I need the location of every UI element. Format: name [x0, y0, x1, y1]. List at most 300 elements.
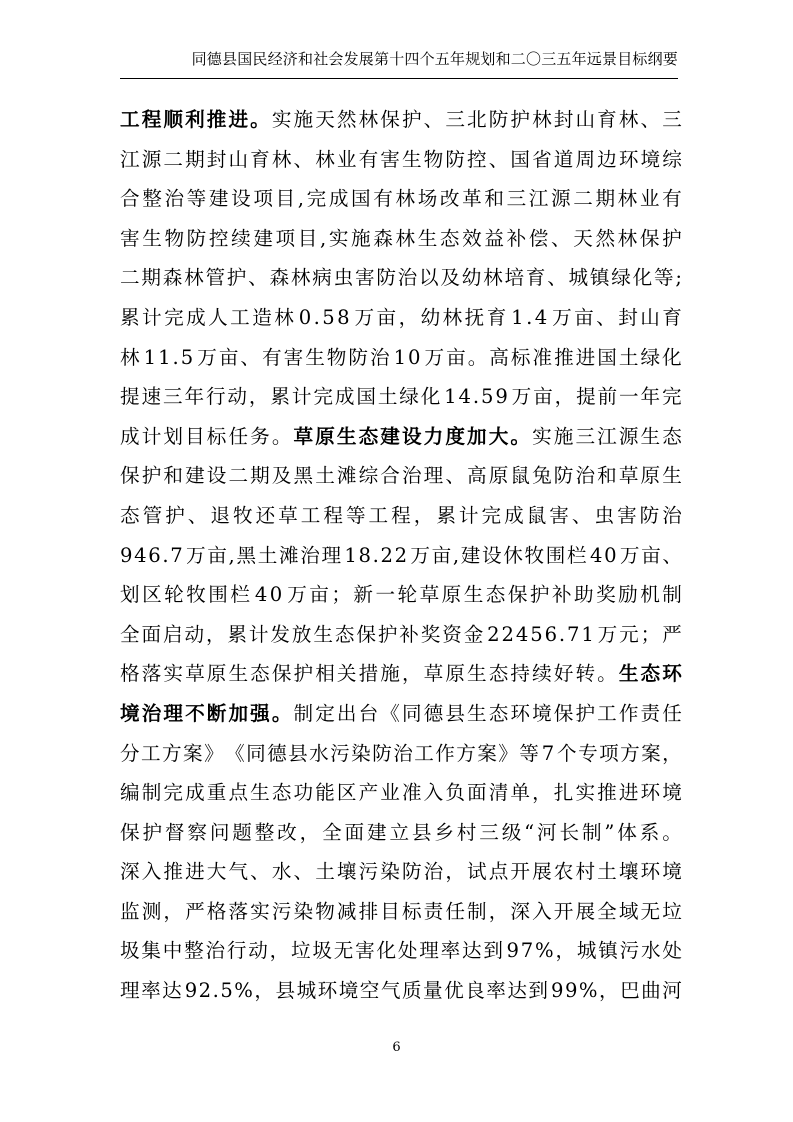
- text-char: 境: [532, 701, 552, 725]
- text-char: 度: [445, 424, 465, 448]
- text-char: 万: [511, 385, 532, 409]
- text-char: 制: [581, 820, 602, 844]
- text-char: 万: [197, 345, 217, 369]
- text-char: 治: [164, 187, 185, 211]
- text-char: 林: [617, 226, 638, 250]
- text-char: ；: [640, 622, 661, 646]
- text-char: 保: [271, 662, 292, 686]
- text-char: 无: [333, 939, 354, 963]
- text-char: 、: [293, 860, 314, 884]
- text-char: 封: [618, 305, 638, 329]
- text-char: ，: [662, 741, 682, 765]
- text-char: 累: [270, 385, 290, 409]
- text-char: 林: [315, 147, 335, 171]
- text-char: 7: [567, 622, 580, 646]
- text-char: 造: [252, 305, 272, 329]
- text-char: 境: [640, 147, 661, 171]
- text-char: 利: [185, 108, 205, 131]
- text-char: 及: [271, 464, 292, 488]
- text-char: 年: [640, 385, 661, 409]
- text-char: 4: [589, 543, 603, 567]
- text-char: 系: [639, 820, 660, 844]
- text-char: 综: [358, 464, 379, 488]
- text-char: 气: [228, 860, 249, 884]
- text-char: 集: [141, 939, 161, 963]
- text-char: ，: [163, 899, 183, 923]
- text-char: 域: [618, 899, 639, 923]
- text-char: 业: [380, 781, 400, 805]
- text-char: 建: [366, 820, 387, 844]
- text-char: 体: [617, 820, 637, 844]
- text-char: 中: [162, 939, 183, 963]
- text-char: 《: [380, 701, 400, 725]
- text-line: [120, 140, 682, 180]
- text-char: .: [472, 385, 480, 409]
- text-char: 护: [510, 108, 530, 131]
- text-char: 护: [142, 820, 163, 844]
- text-char: 环: [640, 781, 661, 805]
- text-char: 生: [250, 781, 270, 805]
- text-char: 入: [532, 899, 552, 923]
- text-char: 1: [444, 385, 457, 409]
- text-char: 治: [393, 741, 413, 765]
- text-char: 村: [456, 820, 477, 844]
- text-char: 元: [619, 622, 639, 646]
- text-char: 1: [393, 345, 407, 369]
- text-char: 万: [287, 583, 307, 607]
- text-char: 生: [618, 662, 639, 686]
- text-char: 期: [250, 464, 270, 488]
- text-char: 轮: [397, 583, 418, 607]
- text-char: 城: [576, 939, 597, 963]
- text-char: 严: [662, 622, 682, 646]
- text-char: 林: [184, 266, 204, 290]
- page-number-text: 6: [392, 1040, 401, 1055]
- text-char: 围: [208, 583, 228, 607]
- text-char: 展: [532, 860, 552, 884]
- text-char: 同: [401, 701, 422, 725]
- text-char: 治: [423, 860, 444, 884]
- text-char: 态: [488, 701, 509, 725]
- text-char: 县: [275, 979, 296, 1003]
- text-char: 续: [532, 662, 552, 686]
- text-char: 综: [662, 147, 682, 171]
- text-char: 天: [573, 226, 593, 250]
- text-char: 目: [297, 226, 318, 250]
- text-char: 生: [305, 345, 325, 369]
- text-char: 加: [228, 701, 249, 725]
- text-char: 等: [653, 266, 674, 290]
- text-char: 方: [456, 741, 476, 765]
- text-char: 环: [662, 662, 682, 686]
- text-char: 态: [334, 622, 355, 646]
- text-char: .: [558, 622, 566, 646]
- text-char: 垃: [291, 939, 311, 963]
- text-char: 单: [510, 781, 530, 805]
- text-char: 务: [250, 424, 270, 448]
- text-char: 4: [254, 583, 268, 607]
- text-char: 一: [619, 385, 639, 409]
- text-char: 区: [142, 583, 162, 607]
- text-char: 境: [662, 781, 682, 805]
- text-char: 牧: [232, 503, 253, 527]
- text-char: 专: [578, 741, 598, 765]
- text-char: 制: [293, 701, 314, 725]
- text-char: 5: [220, 979, 233, 1003]
- text-char: 、: [488, 147, 509, 171]
- text-char: 生: [467, 662, 487, 686]
- text-char: 态: [271, 781, 292, 805]
- text-char: 林: [358, 108, 379, 131]
- text-char: 点: [228, 781, 249, 805]
- text-char: 建: [460, 543, 481, 567]
- text-char: 测: [141, 899, 162, 923]
- text-char: 和: [597, 464, 617, 488]
- text-char: 案: [183, 741, 203, 765]
- text-char: 原: [315, 424, 335, 448]
- text-char: 分: [120, 741, 140, 765]
- text-char: 持: [510, 662, 530, 686]
- text-char: 开: [510, 860, 530, 884]
- text-char: 全: [322, 820, 342, 844]
- text-char: 级: [501, 820, 522, 844]
- text-char: 施: [351, 226, 371, 250]
- text-char: 7: [541, 741, 555, 765]
- text-char: 山: [640, 305, 660, 329]
- text-char: 推: [597, 781, 617, 805]
- text-char: 率: [141, 979, 161, 1003]
- text-char: 期: [141, 266, 161, 290]
- text-char: 重: [206, 781, 227, 805]
- text-char: 1: [344, 543, 357, 567]
- text-char: 等: [186, 187, 207, 211]
- text-char: 城: [568, 266, 589, 290]
- text-char: 动: [227, 385, 248, 409]
- text-char: 万: [619, 543, 640, 567]
- text-char: 亩: [446, 345, 466, 369]
- text-char: 防: [445, 147, 465, 171]
- body-text: [120, 100, 682, 1011]
- text-char: 产: [358, 781, 379, 805]
- text-char: 封: [206, 147, 227, 171]
- text-char: 问: [209, 820, 230, 844]
- text-char: 护: [575, 701, 596, 725]
- text-char: .: [162, 543, 169, 567]
- text-char: 物: [164, 226, 185, 250]
- text-char: 有: [662, 187, 682, 211]
- text-char: 水: [309, 741, 329, 765]
- text-char: 绿: [640, 345, 661, 369]
- text-char: 土: [597, 860, 617, 884]
- text-char: 治: [141, 701, 162, 725]
- text-char: 林: [442, 305, 463, 329]
- text-char: 草: [293, 424, 314, 448]
- text-char: 化: [376, 939, 397, 963]
- text-char: 工: [120, 108, 140, 131]
- text-char: 护: [529, 583, 550, 607]
- text-char: 达: [462, 939, 482, 963]
- text-char: ”: [604, 820, 615, 844]
- text-char: 幼: [461, 266, 482, 290]
- text-char: 源: [551, 187, 571, 211]
- text-char: 治: [369, 345, 390, 369]
- text-char: 目: [275, 187, 296, 211]
- text-char: 二: [228, 464, 249, 488]
- text-char: 进: [575, 345, 596, 369]
- text-char: 森: [373, 226, 393, 250]
- text-char: 生: [640, 424, 661, 448]
- text-char: 壤: [336, 860, 357, 884]
- text-char: 6: [544, 622, 558, 646]
- text-char: 理: [423, 464, 444, 488]
- text-char: 任: [445, 899, 465, 923]
- text-char: 偿: [528, 226, 549, 250]
- text-char: 2: [394, 543, 408, 567]
- text-line: [120, 100, 682, 140]
- text-char: 害: [549, 503, 569, 527]
- text-char: 任: [228, 424, 249, 448]
- text-char: 绿: [611, 266, 631, 290]
- text-char: 原: [441, 583, 462, 607]
- text-char: 三: [506, 187, 527, 211]
- text-char: 生: [228, 662, 249, 686]
- text-char: 以: [419, 266, 439, 290]
- text-char: 染: [351, 741, 371, 765]
- text-char: 滩: [278, 543, 299, 567]
- text-char: 推: [554, 345, 574, 369]
- text-char: 标: [206, 424, 227, 448]
- text-char: 污: [271, 899, 292, 923]
- text-char: 江: [528, 187, 549, 211]
- text-char: 保: [356, 622, 376, 646]
- text-char: 工: [597, 701, 617, 725]
- text-char: 大: [206, 860, 227, 884]
- text-char: 等: [519, 741, 539, 765]
- text-char: 加: [467, 424, 487, 448]
- text-char: 草: [423, 662, 444, 686]
- text-char: 物: [315, 899, 335, 923]
- text-char: 案: [641, 741, 661, 765]
- text-char: 境: [662, 860, 682, 884]
- text-char: 实: [163, 662, 183, 686]
- text-char: 封: [553, 108, 574, 131]
- text-char: 生: [463, 583, 484, 607]
- text-char: 保: [120, 820, 140, 844]
- text-char: 责: [640, 701, 661, 725]
- text-char: 负: [445, 781, 465, 805]
- text-char: 项: [599, 741, 619, 765]
- text-char: 草: [185, 662, 205, 686]
- text-char: 划: [120, 583, 140, 607]
- text-char: “: [524, 820, 535, 844]
- text-char: 态: [250, 662, 270, 686]
- text-char: 。: [467, 345, 488, 369]
- text-char: 护: [662, 226, 682, 250]
- text-char: 期: [595, 187, 616, 211]
- text-char: 监: [120, 899, 140, 923]
- text-char: 幼: [420, 305, 441, 329]
- text-char: 黑: [293, 464, 314, 488]
- text-char: 启: [162, 622, 183, 646]
- text-char: 》: [498, 741, 518, 765]
- text-char: 有: [262, 345, 282, 369]
- text-char: 补: [399, 622, 419, 646]
- text-char: 合: [380, 464, 400, 488]
- text-char: 防: [401, 860, 422, 884]
- text-char: 0: [408, 345, 421, 369]
- text-char: 水: [640, 939, 661, 963]
- text-char: 虫: [594, 503, 615, 527]
- text-char: 整: [142, 187, 162, 211]
- text-char: 改: [439, 187, 460, 211]
- text-char: 环: [640, 860, 661, 884]
- text-char: 改: [277, 820, 297, 844]
- text-char: 护: [401, 108, 422, 131]
- text-char: 入: [423, 781, 444, 805]
- text-line: [120, 298, 682, 338]
- text-char: 理: [163, 701, 183, 725]
- text-char: 速: [141, 385, 162, 409]
- text-char: 防: [553, 464, 574, 488]
- text-char: 程: [141, 108, 162, 131]
- text-char: 县: [411, 820, 432, 844]
- text-char: 三: [445, 108, 465, 131]
- text-char: 成: [504, 503, 524, 527]
- text-char: 、: [571, 503, 592, 527]
- text-char: 污: [358, 860, 379, 884]
- text-char: 到: [528, 979, 549, 1003]
- page-number: [0, 1040, 793, 1055]
- text-char: 0: [604, 543, 617, 567]
- text-char: 轮: [164, 583, 184, 607]
- text-char: 控: [467, 147, 487, 171]
- text-char: 计: [458, 503, 479, 527]
- text-char: 量: [423, 979, 443, 1003]
- text-char: 8: [337, 305, 350, 329]
- text-char: 垃: [662, 899, 682, 923]
- text-char: 全: [120, 622, 140, 646]
- text-char: ,: [319, 226, 327, 250]
- text-char: 林: [274, 305, 294, 329]
- text-char: 还: [255, 503, 276, 527]
- text-char: 生: [417, 226, 438, 250]
- text-char: 强: [250, 701, 270, 725]
- text-char: 防: [372, 741, 392, 765]
- text-char: 同: [246, 741, 266, 765]
- text-char: 亩: [218, 345, 239, 369]
- text-char: ；: [331, 583, 351, 607]
- text-char: 动: [248, 939, 268, 963]
- text-char: 到: [483, 939, 503, 963]
- text-char: ，: [269, 939, 290, 963]
- text-char: 展: [575, 899, 596, 923]
- text-char: 万: [186, 543, 206, 567]
- text-char: 一: [375, 583, 396, 607]
- text-char: 二: [120, 266, 140, 290]
- text-char: 物: [423, 147, 444, 171]
- text-char: 环: [618, 147, 639, 171]
- text-char: 补: [506, 226, 527, 250]
- text-char: 北: [467, 108, 487, 131]
- text-char: 治: [575, 464, 596, 488]
- text-char: %: [234, 979, 253, 1003]
- text-char: 设: [482, 543, 502, 567]
- text-char: 境: [338, 979, 359, 1003]
- text-char: 准: [401, 781, 422, 805]
- text-char: 害: [617, 503, 637, 527]
- text-char: ，: [299, 820, 320, 844]
- text-char: 9: [495, 385, 508, 409]
- text-char: 4: [458, 385, 471, 409]
- text-char: 原: [206, 662, 227, 686]
- text-char: 9: [506, 939, 519, 963]
- text-char: 新: [353, 583, 373, 607]
- text-line: [120, 417, 682, 457]
- text-char: 实: [328, 226, 349, 250]
- text-char: 推: [206, 108, 227, 131]
- text-char: 境: [120, 701, 140, 725]
- text-char: 亩: [641, 543, 661, 567]
- text-char: 好: [553, 662, 574, 686]
- text-char: 动: [184, 622, 205, 646]
- text-char: 、: [551, 226, 571, 250]
- text-char: 绿: [399, 385, 419, 409]
- text-line: [120, 813, 682, 853]
- text-char: 助: [574, 583, 594, 607]
- text-char: 制: [141, 781, 162, 805]
- text-char: 万: [597, 622, 618, 646]
- text-char: 防: [348, 345, 368, 369]
- text-char: 措: [358, 662, 379, 686]
- text-char: 项: [253, 187, 273, 211]
- text-char: 奖: [420, 622, 441, 646]
- text-char: 林: [532, 108, 552, 131]
- text-line: [120, 575, 682, 615]
- text-char: 林: [618, 108, 639, 131]
- text-char: 亩: [574, 305, 594, 329]
- text-char: 。: [662, 820, 682, 844]
- text-char: 程: [323, 503, 343, 527]
- text-char: 保: [380, 108, 400, 131]
- text-char: 治: [397, 266, 418, 290]
- text-char: 补: [551, 583, 572, 607]
- text-char: 防: [488, 108, 509, 131]
- text-char: 优: [444, 979, 464, 1003]
- text-char: 源: [618, 424, 639, 448]
- text-char: 、: [248, 266, 268, 290]
- text-char: 。: [597, 662, 617, 686]
- text-char: 达: [162, 979, 182, 1003]
- text-char: 。: [271, 424, 292, 448]
- text-char: 标: [401, 899, 422, 923]
- text-char: 1: [143, 345, 157, 369]
- text-char: 壤: [618, 860, 639, 884]
- text-char: 建: [185, 464, 205, 488]
- text-line: [120, 536, 682, 576]
- text-char: 防: [186, 226, 207, 250]
- text-char: 护: [165, 503, 185, 527]
- text-char: 进: [185, 860, 205, 884]
- text-char: 污: [619, 939, 640, 963]
- text-char: 累: [436, 503, 456, 527]
- text-char: 奖: [596, 583, 616, 607]
- text-char: 2: [198, 979, 212, 1003]
- text-char: 作: [435, 741, 455, 765]
- text-char: 管: [205, 266, 226, 290]
- text-char: 德: [267, 741, 287, 765]
- text-char: 退: [210, 503, 230, 527]
- text-char: 害: [380, 147, 400, 171]
